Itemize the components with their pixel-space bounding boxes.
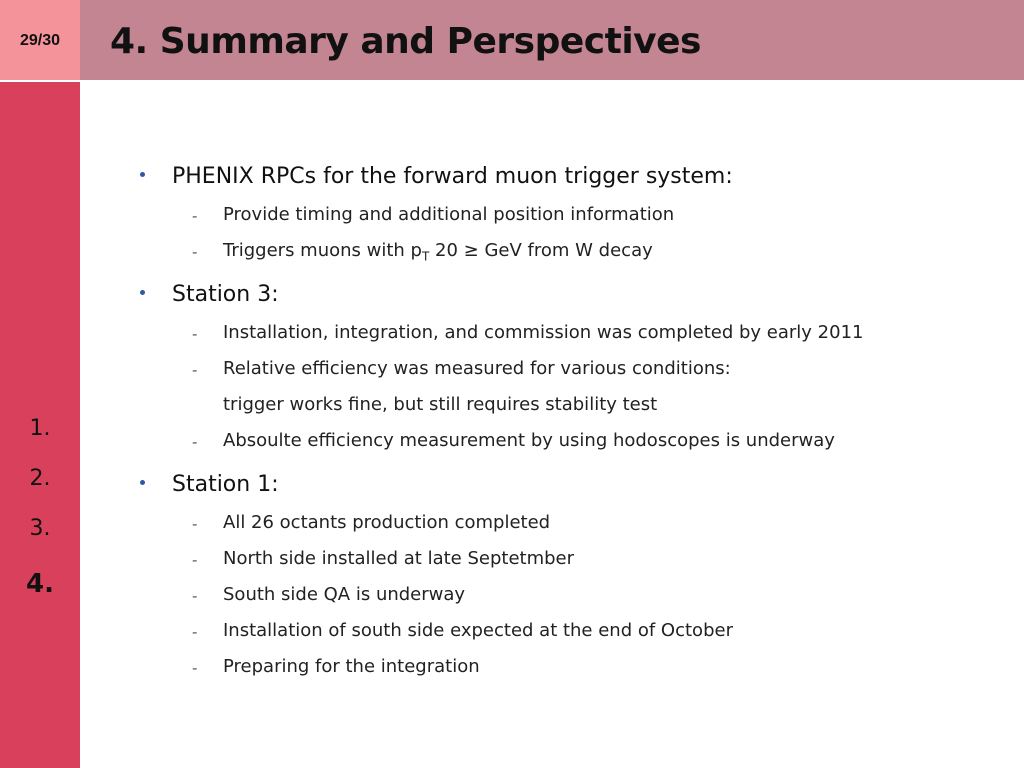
section-heading-text: Station 1: [172, 472, 279, 497]
bullet-icon [140, 172, 145, 177]
list-item [140, 236, 1000, 272]
list-item-text: All 26 octants production completed [223, 512, 551, 533]
list-item-text: Installation of south side expected at the end of October [223, 620, 733, 641]
dash-icon: - [192, 361, 198, 379]
sidebar-item-3[interactable]: 3. [29, 516, 51, 541]
bullet-icon [140, 290, 145, 295]
list-item-text-part: 20 ≥ GeV from W decay [429, 240, 653, 261]
list-item [140, 354, 1000, 390]
list-item [140, 580, 1000, 616]
list-item-text: Relative efficiency was measured for various conditions: [223, 358, 731, 379]
section-heading [140, 278, 1000, 318]
subscript-t: T [421, 249, 430, 264]
list-item-text: Absoulte efficiency measurement by using hodoscopes is underway [223, 430, 835, 451]
sidebar-item-2[interactable]: 2. [29, 466, 51, 491]
section-heading [140, 468, 1000, 508]
dash-icon: - [192, 623, 198, 641]
sidebar [0, 82, 80, 768]
list-item [140, 200, 1000, 236]
dash-icon: - [192, 587, 198, 605]
section-heading-text: PHENIX RPCs for the forward muon trigger system: [172, 164, 733, 189]
slide-title: 4. Summary and Perspectives [110, 21, 701, 62]
list-item-text [223, 240, 653, 264]
list-item-text-part: Triggers muons with p [223, 240, 422, 261]
dash-icon: - [192, 659, 198, 677]
list-item-continuation-text: trigger works fine, but still requires stability test [223, 394, 658, 415]
dash-icon: - [192, 243, 198, 261]
list-item-continuation [140, 390, 1000, 426]
section-heading [140, 160, 1000, 200]
dash-icon: - [192, 325, 198, 343]
dash-icon: - [192, 433, 198, 451]
list-item-text: North side installed at late Septetmber [223, 548, 575, 569]
slide-content [140, 160, 1000, 688]
list-item-text: Preparing for the integration [223, 656, 480, 677]
list-item [140, 616, 1000, 652]
header-divider [0, 80, 1024, 82]
sidebar-item-4-active[interactable]: 4. [26, 569, 54, 599]
list-item [140, 508, 1000, 544]
dash-icon: - [192, 207, 198, 225]
section-heading-text: Station 3: [172, 282, 279, 307]
sidebar-nav [0, 412, 80, 612]
sidebar-item-1[interactable]: 1. [29, 416, 51, 441]
dash-icon: - [192, 515, 198, 533]
list-item [140, 544, 1000, 580]
bullet-icon [140, 480, 145, 485]
list-item-text: Provide timing and additional position information [223, 204, 675, 225]
list-item-text: South side QA is underway [223, 584, 466, 605]
page-counter: 29/30 [0, 0, 80, 80]
list-item [140, 426, 1000, 462]
dash-icon: - [192, 551, 198, 569]
list-item [140, 318, 1000, 354]
list-item-text: Installation, integration, and commission was completed by early 2011 [223, 322, 864, 343]
list-item [140, 652, 1000, 688]
